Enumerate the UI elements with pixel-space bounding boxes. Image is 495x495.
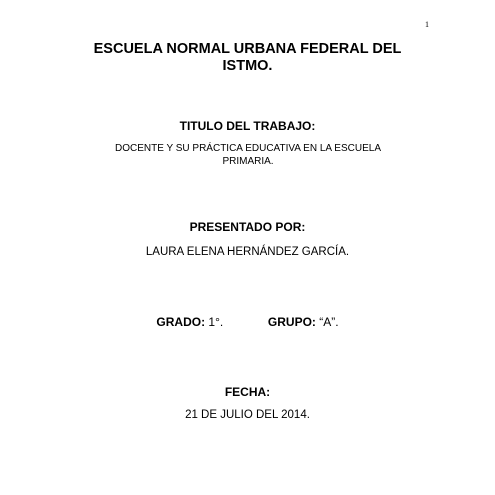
work-title-line-2: PRIMARIA. (222, 156, 274, 167)
page-number: 1 (425, 20, 429, 29)
work-title-line-1: DOCENTE Y SU PRÁCTICA EDUCATIVA EN LA ESCUELA (114, 143, 381, 154)
work-title-label: TITULO DEL TRABAJO: (179, 119, 316, 133)
school-name-line-2: ISTMO. (222, 58, 273, 74)
work-title (83, 142, 413, 168)
grade-label: GRADO: (156, 315, 209, 329)
school-name (0, 41, 495, 75)
presented-by-label: PRESENTADO POR: (189, 220, 306, 234)
group-value: “A”. (319, 315, 339, 329)
grade-group-row (0, 315, 495, 329)
author-name: LAURA ELENA HERNÁNDEZ GARCÍA. (145, 246, 350, 258)
group-label: GRUPO: (267, 315, 320, 329)
school-name-line-1: ESCUELA NORMAL URBANA FEDERAL DEL (93, 41, 402, 57)
date-value: 21 DE JULIO DEL 2014. (185, 409, 310, 421)
grade-value: 1°. (208, 315, 224, 329)
date-label: FECHA: (224, 385, 271, 399)
